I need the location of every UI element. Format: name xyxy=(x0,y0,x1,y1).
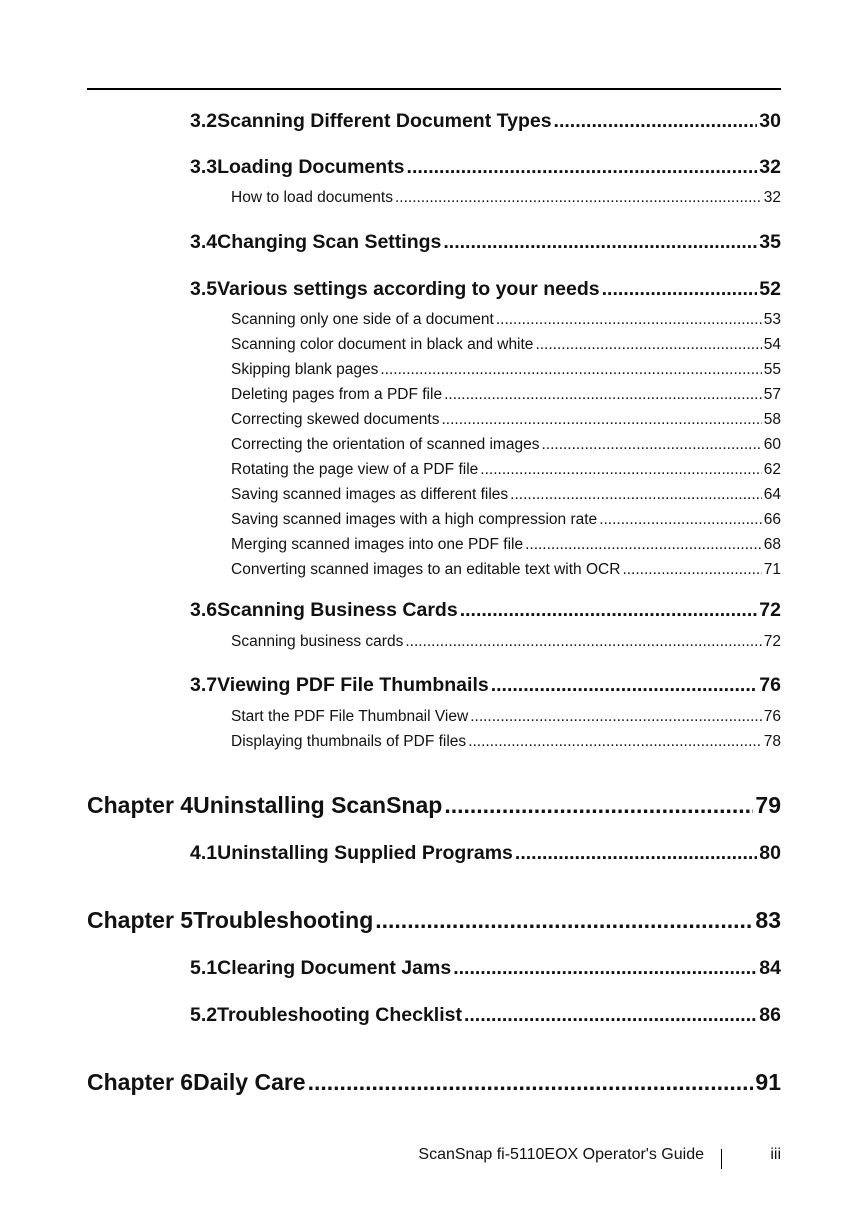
toc-page-number: 78 xyxy=(763,733,781,750)
toc-entry-title: Loading Documents xyxy=(217,156,405,178)
toc-dot-leader xyxy=(622,561,761,579)
toc-entry-title: Rotating the page view of a PDF file xyxy=(231,461,479,478)
toc-entry-title: Correcting the orientation of scanned images xyxy=(231,436,540,453)
toc-dot-leader xyxy=(444,792,753,819)
toc-section-entry[interactable] xyxy=(190,156,781,179)
toc-subsection-entry[interactable] xyxy=(231,511,781,529)
toc-page-number: 76 xyxy=(763,708,781,725)
toc-entry-title: Troubleshooting xyxy=(193,907,374,933)
toc-section-entry[interactable] xyxy=(190,231,781,254)
toc-page-number: 71 xyxy=(763,561,781,578)
toc-section-number: 3.7 xyxy=(190,674,218,696)
toc-dot-leader xyxy=(515,842,757,865)
toc-page-number: 86 xyxy=(759,1004,781,1026)
toc-entry-title: Uninstalling ScanSnap xyxy=(193,792,443,818)
toc-dot-leader xyxy=(464,1004,757,1027)
toc-page-number: 79 xyxy=(755,792,781,818)
toc-chapter-label: Chapter 4 xyxy=(87,792,194,818)
toc-entry-title: Displaying thumbnails of PDF files xyxy=(231,733,467,750)
toc-page-number: 68 xyxy=(763,536,781,553)
header-rule xyxy=(87,88,781,90)
toc-entry-title: Viewing PDF File Thumbnails xyxy=(217,674,489,696)
toc-entry-title: Scanning Business Cards xyxy=(217,599,458,621)
toc-section-number: 3.5 xyxy=(190,278,218,300)
toc-page-number: 35 xyxy=(759,231,781,253)
toc-page-number: 55 xyxy=(763,361,781,378)
toc-entry-title: Scanning only one side of a document xyxy=(231,311,494,328)
toc-dot-leader xyxy=(444,386,762,404)
toc-subsection-entry[interactable] xyxy=(231,311,781,329)
toc-entry-title: Scanning business cards xyxy=(231,633,404,650)
toc-page-number: 57 xyxy=(763,386,781,403)
toc-entry-title: Skipping blank pages xyxy=(231,361,379,378)
toc-dot-leader xyxy=(541,436,761,454)
toc-page-number: 32 xyxy=(759,156,781,178)
toc-page-number: 66 xyxy=(763,511,781,528)
toc-section-entry[interactable] xyxy=(190,842,781,865)
toc-page-number: 64 xyxy=(763,486,781,503)
toc-section-entry[interactable] xyxy=(190,599,781,622)
toc-section-number: 3.3 xyxy=(190,156,218,178)
toc-chapter-entry[interactable] xyxy=(87,792,781,819)
toc-page-number: 52 xyxy=(759,278,781,300)
toc-page-number: 84 xyxy=(759,957,781,979)
toc-chapter-label: Chapter 5 xyxy=(87,907,194,933)
footer-divider xyxy=(721,1149,722,1169)
toc-chapter-label: Chapter 6 xyxy=(87,1069,194,1095)
toc-dot-leader xyxy=(554,110,758,133)
toc-subsection-entry[interactable] xyxy=(231,386,781,404)
toc-chapter-entry[interactable] xyxy=(87,1069,781,1096)
toc-subsection-entry[interactable] xyxy=(231,461,781,479)
toc-section-entry[interactable] xyxy=(190,957,781,980)
toc-entry-title: Daily Care xyxy=(193,1069,306,1095)
toc-dot-leader xyxy=(460,599,758,622)
toc-entry-title: Uninstalling Supplied Programs xyxy=(217,842,513,864)
toc-chapter-entry[interactable] xyxy=(87,907,781,934)
toc-subsection-entry[interactable] xyxy=(231,486,781,504)
toc-dot-leader xyxy=(468,733,762,751)
toc-subsection-entry[interactable] xyxy=(231,633,781,651)
toc-page-number: 54 xyxy=(763,336,781,353)
toc-section-entry[interactable] xyxy=(190,1004,781,1027)
toc-entry-title: Various settings according to your needs xyxy=(217,278,600,300)
toc-entry-title: Correcting skewed documents xyxy=(231,411,440,428)
toc-entry-title: Clearing Document Jams xyxy=(217,957,452,979)
toc-dot-leader xyxy=(442,411,762,429)
toc-page-number: 60 xyxy=(763,436,781,453)
toc-subsection-entry[interactable] xyxy=(231,189,781,207)
toc-subsection-entry[interactable] xyxy=(231,561,781,579)
toc-dot-leader xyxy=(308,1069,754,1096)
toc-subsection-entry[interactable] xyxy=(231,708,781,726)
toc-dot-leader xyxy=(405,633,761,651)
toc-entry-title: Changing Scan Settings xyxy=(217,231,442,253)
toc-entry-title: Scanning color document in black and white xyxy=(231,336,534,353)
toc-page-number: 58 xyxy=(763,411,781,428)
toc-dot-leader xyxy=(380,361,761,379)
toc-subsection-entry[interactable] xyxy=(231,411,781,429)
toc-dot-leader xyxy=(375,907,753,934)
toc-section-number: 5.1 xyxy=(190,957,218,979)
toc-dot-leader xyxy=(470,708,762,726)
toc-page-number: 72 xyxy=(763,633,781,650)
toc-entry-title: How to load documents xyxy=(231,189,393,206)
toc-page-number: 53 xyxy=(763,311,781,328)
toc-subsection-entry[interactable] xyxy=(231,361,781,379)
footer-page-number: iii xyxy=(770,1146,781,1163)
toc-dot-leader xyxy=(407,156,758,179)
footer-guide-title: ScanSnap fi-5110EOX Operator's Guide xyxy=(418,1146,704,1163)
toc-page-number: 76 xyxy=(759,674,781,696)
toc-dot-leader xyxy=(496,311,762,329)
toc-entry-title: Scanning Different Document Types xyxy=(217,110,552,132)
toc-dot-leader xyxy=(395,189,762,207)
toc-dot-leader xyxy=(535,336,761,354)
toc-section-entry[interactable] xyxy=(190,278,781,301)
toc-section-number: 3.2 xyxy=(190,110,218,132)
toc-entry-title: Deleting pages from a PDF file xyxy=(231,386,443,403)
toc-page-number: 32 xyxy=(763,189,781,206)
toc-subsection-entry[interactable] xyxy=(231,336,781,354)
toc-dot-leader xyxy=(453,957,757,980)
toc-entry-title: Converting scanned images to an editable text with OCR xyxy=(231,561,621,578)
toc-section-number: 4.1 xyxy=(190,842,218,864)
toc-section-number: 3.4 xyxy=(190,231,218,253)
toc-entry-title: Saving scanned images with a high compression rate xyxy=(231,511,598,528)
toc-entry-title: Merging scanned images into one PDF file xyxy=(231,536,524,553)
toc-page-number: 30 xyxy=(759,110,781,132)
toc-dot-leader xyxy=(491,674,758,697)
toc-page-number: 91 xyxy=(755,1069,781,1095)
toc-entry-title: Saving scanned images as different files xyxy=(231,486,509,503)
toc-section-number: 3.6 xyxy=(190,599,218,621)
toc-dot-leader xyxy=(480,461,761,479)
toc-dot-leader xyxy=(602,278,758,301)
toc-page-number: 62 xyxy=(763,461,781,478)
toc-subsection-entry[interactable] xyxy=(231,436,781,454)
toc-dot-leader xyxy=(599,511,762,529)
toc-page-number: 72 xyxy=(759,599,781,621)
toc-dot-leader xyxy=(510,486,762,504)
toc-subsection-entry[interactable] xyxy=(231,733,781,751)
toc-dot-leader xyxy=(525,536,762,554)
toc-section-number: 5.2 xyxy=(190,1004,218,1026)
toc-section-entry[interactable] xyxy=(190,110,781,133)
toc-dot-leader xyxy=(443,231,757,254)
toc-subsection-entry[interactable] xyxy=(231,536,781,554)
toc-page-number: 83 xyxy=(755,907,781,933)
toc-page-number: 80 xyxy=(759,842,781,864)
toc-entry-title: Start the PDF File Thumbnail View xyxy=(231,708,469,725)
toc-entry-title: Troubleshooting Checklist xyxy=(217,1004,462,1026)
toc-section-entry[interactable] xyxy=(190,674,781,697)
